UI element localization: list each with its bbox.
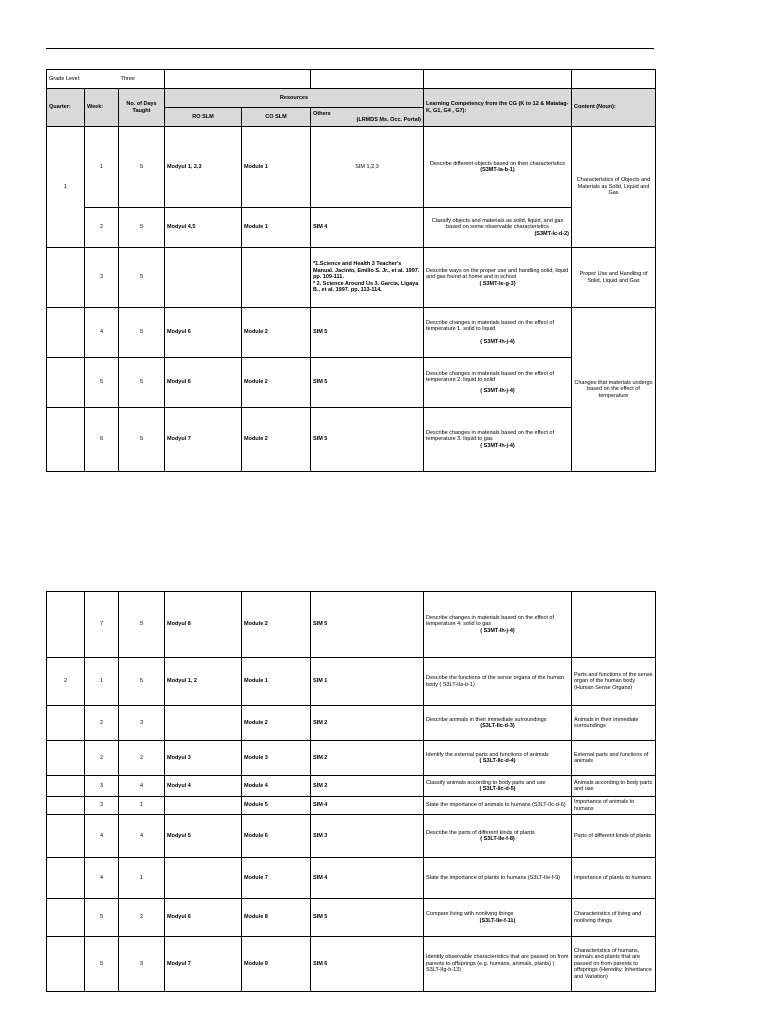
table-row: 3 1 Module 5 SIM 4 State the importance of animals to humans (S3LT-IIc-d-6) Importance of animals to humans	[47, 797, 656, 815]
competency-header: Learning Competency from the CG (K to 12 & Matatag-K, G1, G4 , G7):	[424, 89, 572, 127]
days-header: No. of Days Taught	[119, 89, 165, 127]
grade-level-label: Grade Level:	[47, 70, 85, 89]
table-row: 3 5 *1.Science and Health 3 Teacher's Manual. Jacinto, Emilio S. Jr., et al. 1997. pp. 109-111. * 2. Science Around Us 3. Garcia, Ligaya B., et al. 1997. pp. 113-114. Describe ways on the proper use and handling solid, liquid and gas found at home and in school ( S3MT-Ie-g-3) Proper Use and Handling of Solid, Liquid and Gas	[47, 248, 656, 308]
table-row: 3 4 Modyul 4 Module 4 SIM 2 Classify animals according to body parts and use ( S3LT-IIc-d-5) Animals according to body parts and use	[47, 776, 656, 797]
table-row: 1 1 5 Modyul 1, 2,3 Module 1 SIM 1,2,3 Describe different objects based on their characteristics (S3MT-Ia-b-1) Characteristics of Objects and Materials as Solid, Liquid and Gas	[47, 127, 656, 208]
curriculum-table-1	[46, 69, 656, 472]
table-row: 2 5 Modyul 4,5 Module 1 SIM 4 Classify objects and materials as solid, liquid, and gas based on some observable characteristics (S3MT-Ic-d-2)	[47, 208, 656, 248]
table-row: 2 2 Modyul 3 Module 3 SIM 2 Identify the external parts and functions of animals ( S3LT-IIc-d-4) External parts and functions of animals	[47, 741, 656, 776]
table-row: 4 4 Modyul 5 Module 6 SIM 3 Describe the parts of different kinds of plants ( S3LT-IIe-f-8) Parts of different kinds of plants	[47, 815, 656, 858]
curriculum-table-2	[46, 591, 656, 992]
table-row: 5 5 Modyul 6 Module 2 SIM 5 Describe changes in materials based on the effect of temperature 2. liquid to solid ( S3MT-Ih-j-4)	[47, 358, 656, 408]
table-row: 2 3 Module 2 SIM 2 Describe animals in their immediate surroundings (S3LT-IIc-d-3) Animals in their immediate surroundings	[47, 706, 656, 741]
table-row: 7 5 Modyul 8 Module 2 SIM 5 Describe changes in materials based on the effect of temperature 4. solid to gas ( S3MT-Ih-j-4)	[47, 592, 656, 658]
table-row: 4 5 Modyul 6 Module 2 SIM 5 Describe changes in materials based on the effect of temperature 1. solid to liquid ( S3MT-Ih-j-4) Changes that materials undergo based on the effect of temperature	[47, 308, 656, 358]
table-row: 6 5 Modyul 7 Module 2 SIM 5 Describe changes in materials based on the effect of temperature 3. liquid to gas ( S3MT-Ih-j-4)	[47, 408, 656, 472]
table-row: 5 2 Modyul 6 Module 8 SIM 5 Compare living with nonliving things (S3LT-IIe-f-11) Characteristics of living and nonliving things	[47, 899, 656, 937]
top-rule	[46, 48, 654, 49]
co-slm-header: CO SLM	[242, 108, 311, 127]
content-header: Content (Noun):	[572, 89, 656, 127]
resources-header: Resources	[165, 89, 424, 108]
grade-level-value: Three	[119, 70, 165, 89]
table-row: 4 1 Module 7 SIM 4 State the importance of plants to humans (S3LT-IIe-f-9) Importance of plants to humans	[47, 858, 656, 899]
others-header: Others (LRMDS Ms. Occ. Portal)	[311, 108, 424, 127]
ro-slm-header: RO SLM	[165, 108, 242, 127]
table-row: 5 3 Modyul 7 Module 9 SIM 6 Identify observable characteristics that are passed on from parents to offsprings (e.g. humans, animals, plants) ( S3LT-IIg-h-13) Characteristics of humans, animals and plants that are passed on from parents to offsprings (Heredity: Inheritance and Variation)	[47, 937, 656, 992]
quarter-header: Quarter:	[47, 89, 85, 127]
table-row: 2 1 5 Modyul 1, 2 Module 1 SIM 1 Describe the functions of the sense organs of the human body ( S3LT-IIa-b-1) Parts and functions of the sense organ of the human body (Human Sense Organs)	[47, 658, 656, 706]
week-header: Week:	[85, 89, 119, 127]
